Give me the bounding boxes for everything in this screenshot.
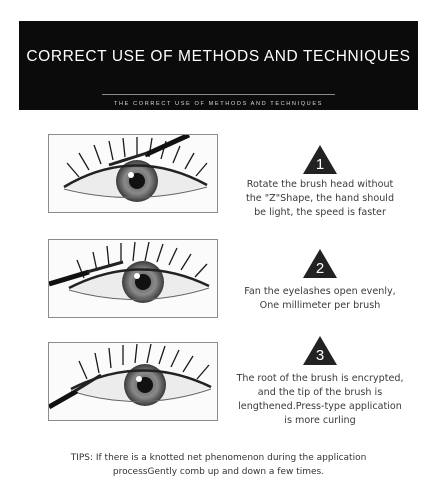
step-3-badge bbox=[303, 336, 337, 365]
step-1-line-2: the "Z"Shape, the hand should bbox=[245, 193, 395, 204]
step-2-line-2: One millimeter per brush bbox=[259, 300, 381, 311]
step-2-image bbox=[48, 239, 218, 318]
step-3-line-1: The root of the brush is encrypted, bbox=[236, 373, 404, 384]
step-1-badge bbox=[303, 145, 337, 174]
step-1-line-3: be light, the speed is faster bbox=[254, 207, 386, 218]
step-3-description bbox=[222, 372, 418, 428]
step-2-line-1: Fan the eyelashes open evenly, bbox=[244, 286, 396, 297]
step-2-number: 2 bbox=[315, 260, 325, 277]
tips-note bbox=[0, 451, 437, 479]
step-3-line-4: is more curling bbox=[284, 415, 356, 426]
tips-line-2: processGently comb up and down a few times. bbox=[112, 467, 325, 477]
tips-line-1: TIPS: If there is a knotted net phenomenon during the application bbox=[70, 453, 367, 463]
step-2-badge bbox=[303, 249, 337, 278]
header-divider bbox=[102, 94, 335, 95]
step-1-number: 1 bbox=[315, 156, 325, 173]
step-2-description bbox=[222, 285, 418, 313]
step-1-image bbox=[48, 134, 218, 213]
step-3-line-2: and the tip of the brush is bbox=[257, 387, 383, 398]
step-3-image bbox=[48, 342, 218, 421]
header-banner bbox=[19, 21, 418, 110]
step-3-line-3: lengthened.Press-type application bbox=[238, 401, 402, 412]
step-1-description bbox=[222, 178, 418, 220]
step-1-line-1: Rotate the brush head without bbox=[246, 179, 394, 190]
page-title: CORRECT USE OF METHODS AND TECHNIQUES bbox=[26, 48, 411, 65]
step-3-number: 3 bbox=[315, 347, 325, 364]
page-subtitle: THE CORRECT USE OF METHODS AND TECHNIQUES bbox=[114, 101, 323, 107]
